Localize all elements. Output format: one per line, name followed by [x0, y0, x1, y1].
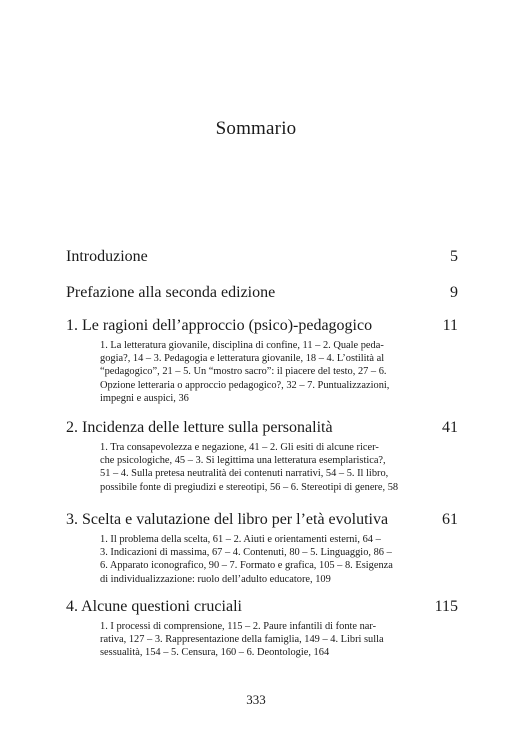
toc-entry-page: 11: [442, 317, 458, 334]
toc-entry-heading: Prefazione alla seconda edizione: [66, 284, 276, 301]
subsection-line: 1. La letteratura giovanile, disciplina di confine, 11 – 2. Quale peda-: [100, 340, 384, 351]
subsection-line: 1. Tra consapevolezza e negazione, 41 – 2. Gli esiti di alcune ricer-: [100, 442, 379, 453]
toc-entry-page: 41: [442, 419, 458, 436]
subsection-line: 6. Apparato iconografico, 90 – 7. Formato e grafica, 105 – 8. Esigenza: [100, 560, 393, 572]
toc-entry-introduzione: [66, 247, 458, 267]
subsection-line: impegni e auspici, 36: [100, 392, 189, 404]
subsection-line: “pedagogico”, 21 – 5. Un “mostro sacro”: il piacere del testo, 27 – 6.: [100, 366, 387, 378]
subsection-line: 1. Il problema della scelta, 61 – 2. Aiuti e orientamenti esterni, 64 –: [100, 534, 381, 545]
subsection-line: 51 – 4. Sulla pretesa neutralità dei contenuti narrativi, 54 – 5. Il libro,: [100, 468, 389, 480]
toc-entry-chapter-3: [66, 510, 458, 586]
subsection-line: di individualizzazione: ruolo dell’adulto educatore, 109: [100, 573, 331, 585]
toc-entry-heading: 1. Le ragioni dell’approccio (psico)-pedagogico: [66, 317, 373, 334]
subsection-line: Opzione letteraria o approccio pedagogico?, 32 – 7. Puntualizzazioni,: [100, 379, 390, 391]
subsection-line: gogia?, 14 – 3. Pedagogia e letteratura giovanile, 18 – 4. L’ostilità al: [100, 353, 385, 365]
page-title: Sommario: [215, 118, 297, 139]
toc-entry-chapter-4: [66, 597, 458, 660]
toc-entry-heading: 2. Incidenza delle letture sulla personalità: [66, 419, 333, 436]
toc-entry-page: 61: [442, 511, 458, 528]
toc-entry-page: 9: [450, 284, 458, 301]
toc-entry-subsections: [100, 441, 434, 494]
toc-entry-prefazione: [66, 283, 458, 303]
toc-entry-page: 115: [434, 598, 458, 615]
subsection-line: possibile fonte di pregiudizi e stereotipi, 56 – 6. Stereotipi di genere, 58: [100, 481, 399, 493]
subsection-line: 1. I processi di comprensione, 115 – 2. Paure infantili di fonte nar-: [100, 621, 377, 632]
toc-entry-chapter-1: [66, 316, 458, 405]
subsection-line: che psicologiche, 45 – 3. Si legittima una letteratura esemplaristica?,: [100, 455, 386, 467]
toc-entry-heading: 3. Scelta e valutazione del libro per l’età evolutiva: [66, 511, 389, 528]
subsection-line: sessualità, 154 – 5. Censura, 160 – 6. Deontologie, 164: [100, 647, 330, 659]
toc-entry-page: 5: [450, 248, 458, 265]
subsection-line: 3. Indicazioni di massima, 67 – 4. Contenuti, 80 – 5. Linguaggio, 86 –: [100, 547, 392, 559]
toc-entry-heading: Introduzione: [66, 248, 148, 265]
subsection-line: rativa, 127 – 3. Rappresentazione della famiglia, 149 – 4. Libri sulla: [100, 634, 384, 646]
toc-entry-subsections: [100, 339, 434, 405]
toc-entry-subsections: [100, 533, 434, 586]
toc-entry-subsections: [100, 620, 434, 660]
toc-entry-chapter-2: [66, 418, 458, 494]
toc-entry-heading: 4. Alcune questioni cruciali: [66, 598, 242, 615]
page-number: 333: [246, 692, 266, 707]
